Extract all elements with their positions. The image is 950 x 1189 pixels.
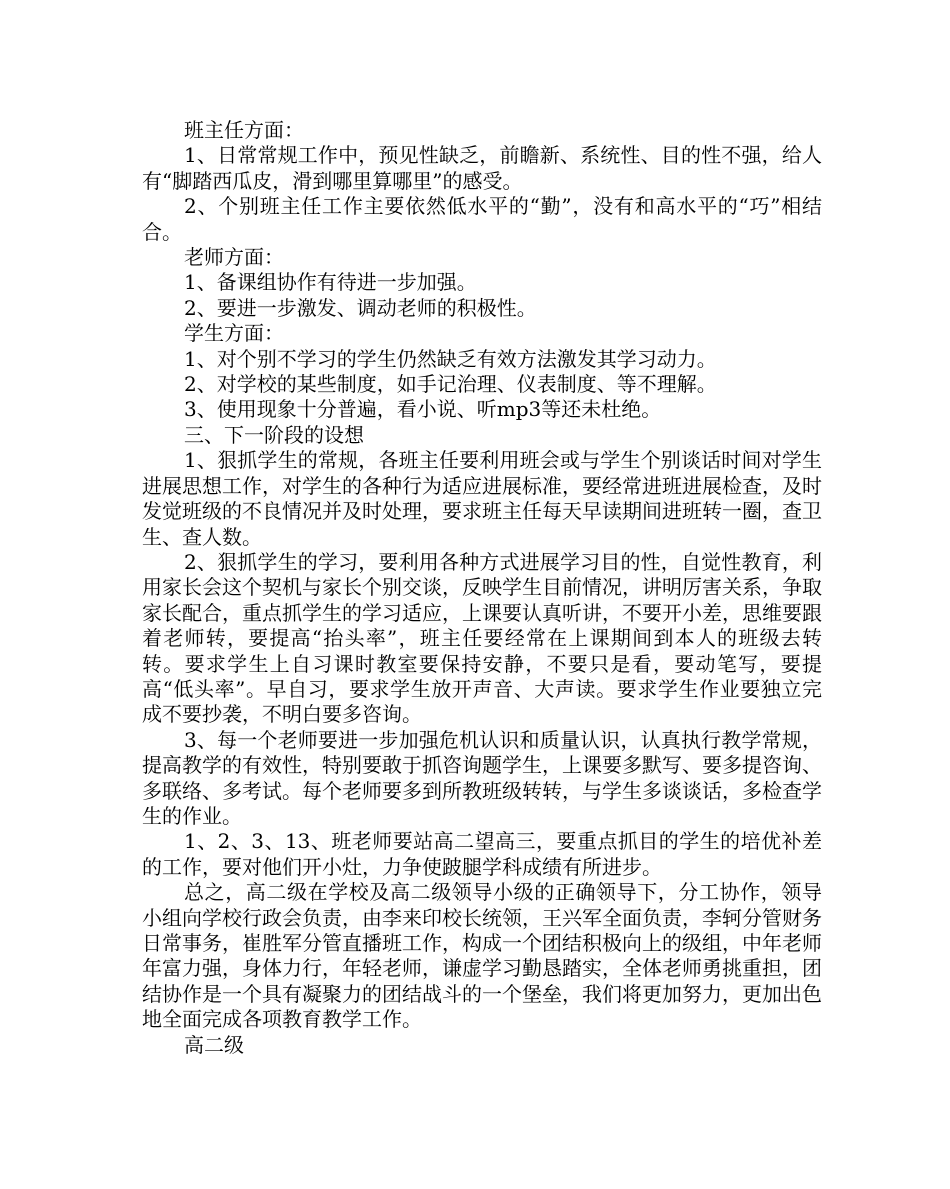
paragraph-plan-2: 2、狠抓学生的学习，要利用各种方式进展学习目的性，自觉性教育，利用家长会这个契机与家长个别交谈，反映学生目前情况，讲明厉害关系，争取家长配合，重点抓学生的学习适应，上课要认真听讲，不要开小差，思维要跟着老师转，要提高“抬头率”，班主任要经常在上课期间到本人的班级去转转。要求学生上自习课时教室要保持安静，不要只是看，要动笔写，要提高“低头率”。早自习，要求学生放开声音、大声读。要求学生作业要独立完成不要抄袭，不明白要多咨询。 [142, 549, 822, 727]
paragraph-plan-3: 3、每一个老师要进一步加强危机认识和质量认识，认真执行教学常规，提高教学的有效性，特别要敢于抓咨询题学生，上课要多默写、要多提咨询、多联络、多考试。每个老师要多到所教班级转转，与学生多谈谈话，多检查学生的作业。 [142, 727, 822, 828]
heading-next-stage: 三、下一阶段的设想 [184, 422, 364, 447]
paragraph-teachers-1: 1、备课组协作有待进一步加强。 [184, 270, 477, 295]
document-body [142, 118, 822, 1058]
paragraph-plan-1: 1、狠抓学生的常规，各班主任要利用班会或与学生个别谈话时间对学生进展思想工作，对学生的各种行为适应进展标准，要经常进班进展检查，及时发觉班级的不良情况并及时处理，要求班主任每天早读期间进班转一圈，查卫生、查人数。 [142, 448, 822, 549]
paragraph-plan-4: 1、2、3、13、班老师要站高二望高三，要重点抓目的学生的培优补差的工作，要对他们开小灶，力争使跛腿学科成绩有所进步。 [142, 829, 822, 879]
heading-teachers: 老师方面： [184, 245, 284, 270]
heading-students: 学生方面： [184, 321, 284, 346]
paragraph-head-teacher-1: 1、日常常规工作中，预见性缺乏，前瞻新、系统性、目的性不强，给人有“脚踏西瓜皮，滑到哪里算哪里”的感受。 [142, 143, 822, 193]
signature-grade: 高二级 [184, 1032, 244, 1057]
paragraph-summary: 总之，高二级在学校及高二级领导小级的正确领导下，分工协作，领导小组向学校行政会负责，由李来印校长统领，王兴军全面负责，李轲分管财务日常事务，崔胜军分管直播班工作，构成一个团结积极向上的级组，中年老师年富力强，身体力行，年轻老师，谦虚学习勤恳踏实，全体老师勇挑重担，团结协作是一个具有凝聚力的团结战斗的一个堡垒，我们将更加努力，更加出色地全面完成各项教育教学工作。 [142, 880, 822, 1032]
paragraph-students-2: 2、对学校的某些制度，如手记治理、仪表制度、等不理解。 [184, 372, 717, 397]
paragraph-teachers-2: 2、要进一步激发、调动老师的积极性。 [184, 295, 537, 320]
paragraph-head-teacher-2: 2、个别班主任工作主要依然低水平的“勤”，没有和高水平的“巧”相结合。 [142, 194, 822, 244]
paragraph-students-3: 3、使用现象十分普遍，看小说、听mp3等还未杜绝。 [184, 397, 662, 422]
paragraph-students-1: 1、对个别不学习的学生仍然缺乏有效方法激发其学习动力。 [184, 346, 717, 371]
heading-head-teacher: 班主任方面： [184, 118, 304, 142]
